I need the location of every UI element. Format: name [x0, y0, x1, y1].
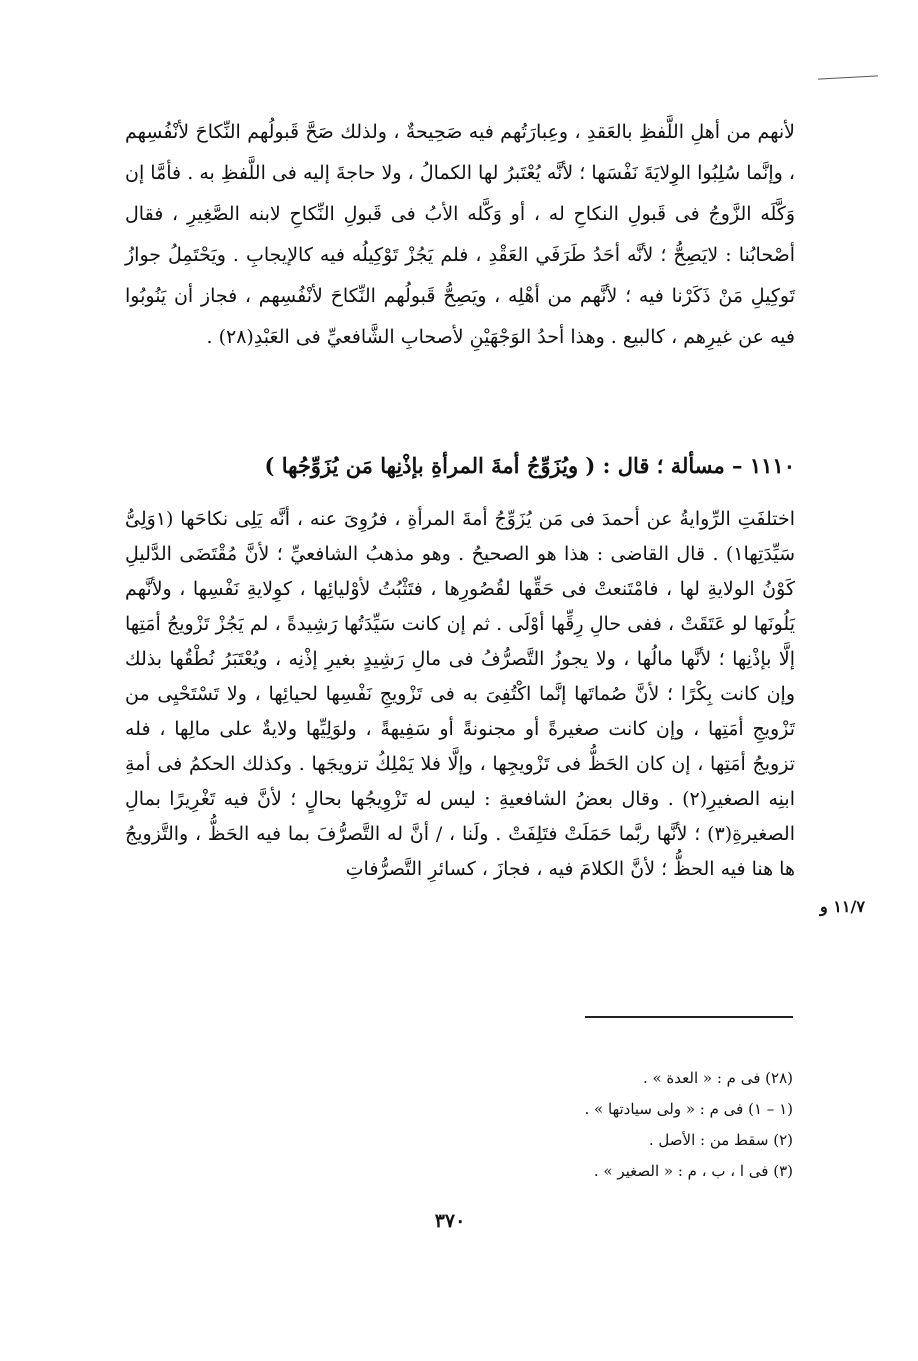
manuscript-folio-note: ١١/٧ و [820, 897, 865, 916]
footnotes [420, 1063, 793, 1187]
footnote-3: (٣) فى ا ، ب ، م : « الصغير » . [593, 1162, 793, 1180]
footnote-1: (١ – ١) فى م : « ولى سيادتها » . [584, 1100, 793, 1118]
section-number: ١١١٠ [749, 453, 795, 478]
footnote-2: (٢) سقط من : الأصل . [648, 1131, 793, 1149]
section-title: – مسألة ؛ قال : ( ويُزَوِّجُ أمةَ المرأةِ بإذْنِها مَن يُزَوِّجُها ) [264, 453, 743, 478]
paragraph-continuation: لأنهم من أهلِ اللَّفظِ بالعَقدِ ، وعِبارَتُهم فيه صَحِيحةٌ ، ولذلك صَحَّ قَبولُهم النِّكاحَ لأنْفُسِهم ، وإنَّما سُلِبُوا الوِلايَةَ نَفْسَها ؛ لأنَّه يُعْتَبرُ لها الكمالُ ، ولا حاجةَ إليه فى اللَّفظِ به . فأمَّا إن وَكَّلَه الزَّوجُ فى قَبولِ النكاحِ له ، أو وَكَّله الأبُ فى قَبولِ النِّكاحِ لابنه الصَّغِيرِ ، فقال أصْحابُنا : لايَصِحُّ ؛ لأنَّه أحَدُ طَرَفَي العَقْدِ ، فلم يَجُزْ تَوْكِيلُه فيه كالإيجابِ . ويَحْتَمِلُ جوازُ تَوكِيلِ مَنْ ذَكَرْنا فيه ؛ لأنَّهم من أهْلِه ، ويَصِحُّ قَبولُهم النِّكاحَ لأنْفُسِهم ، فجاز أن يَنُوبُوا فيه عن غيرِهم ، كالبيع . وهذا أحدُ الوَجْهَيْنِ لأصحابِ الشَّافعيِّ فى العَبْدِ(٢٨) . [125, 121, 795, 348]
section-heading [125, 448, 795, 484]
footnote-divider [585, 1016, 793, 1018]
footnote-28: (٢٨) فى م : « العدة » . [642, 1069, 793, 1087]
page-number: ٣٧٠ [434, 1210, 466, 1232]
corner-rule-line [818, 75, 878, 79]
paragraph-main: اختلفَتِ الرِّوايةُ عن أحمدَ فى مَن يُزَوِّجُ أمةَ المرأةِ ، فرُوِىَ عنه ، أنَّه يَلِى نكاحَها (١وَلِىُّ سَيِّدَتِها١) . قال القاضى : هذا هو الصحيحُ . وهو مذهبُ الشافعيِّ ؛ لأنَّ مُقْتَضَى الدَّليلِ كَوْنُ الولايةِ لها ، فامْتَنعتْ فى حَقِّها لقُصُورِها ، فتَثْبُتُ لأوْليائِها ، كوِلايةِ نَفْسِها ، ولأنَّهم يَلُونَها لو عَتَقَتْ ، ففى حالِ رِقِّها أوْلَى . ثم إن كانت سَيِّدَتُها رَشِيدةً ، لم يَجُزْ تَزْويجُ أمَتِها إلَّا بإذْنِها ؛ لأنَّها مالُها ، ولا يجوزُ التَّصرُّفُ فى مالِ رَشِيدٍ بغيرِ إذْنِه ، ويُعْتَبَرُ نُطْقُها بذلك وإن كانت بِكْرًا ؛ لأنَّ صُماتَها إنَّما اكْتُفِىَ به فى تَزْويجِ نَفْسِها لحيائِها ، ولا تَسْتَحْيِى من تَزْويجِ أمَتِها ، وإن كانت صغيرةً أو مجنونةً أو سَفِيهةً ، ولوَلِيِّها ولايةٌ على مالِها ، فله تزويجُ أمَتِها ، إن كان الحَظُّ فى تَزْويجِها ، وإلَّا فلا يَمْلِكُ تزويجَها . وكذلك الحكمُ فى أمةِ ابنِه الصغيرِ(٢) . وقال بعضُ الشافعيةِ : ليس له تَزْوِيجُها بحالٍ ؛ لأنَّ فيه تَغْرِيرًا بمالِ الصغيرةِ(٣) ؛ لأنَّها ربَّما حَمَلَتْ فتَلِفَتْ . ولَنا ، / أنَّ له التَّصرُّفَ بما فيه الحَظُّ ، والتَّزويجُ ها هنا فيه الحظُّ ؛ لأنَّ الكلامَ فيه ، فجازَ ، كسائرِ التَّصرُّفاتِ [125, 508, 795, 880]
